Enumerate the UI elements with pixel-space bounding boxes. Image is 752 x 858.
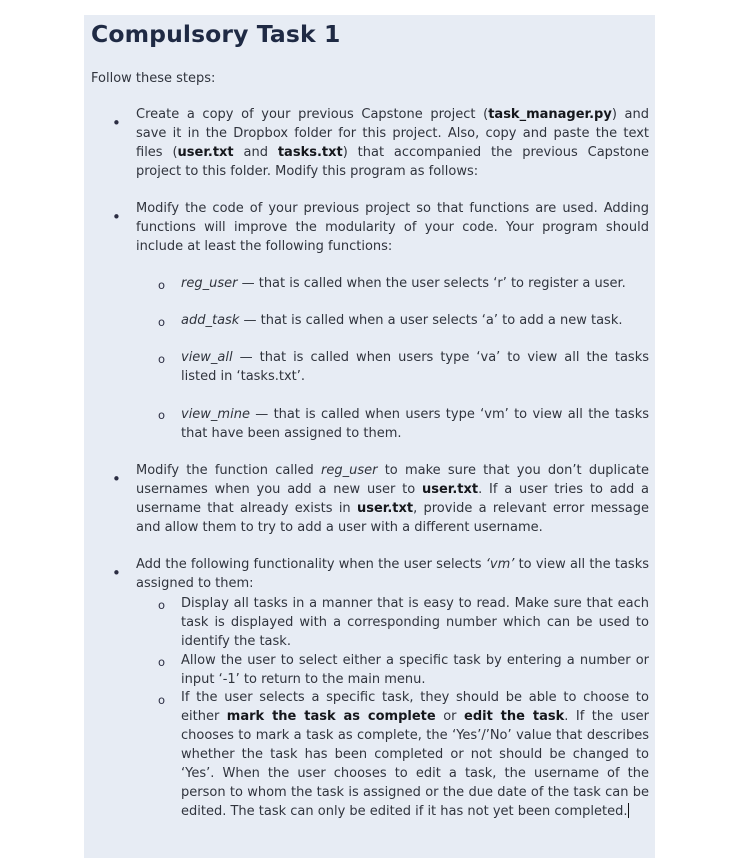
filename-task-manager: task_manager.py <box>488 107 612 122</box>
bullet-marker: • <box>112 208 121 226</box>
filename-user-txt: user.txt <box>177 145 234 160</box>
function-reg-user: reg_user — that is called when the user selects ‘r’ to register a user. <box>181 276 626 291</box>
function-view-all: view_all — that is called when users type ‘va’ to view all the tasks listed in ‘tasks.txt’. <box>181 350 649 384</box>
sub-bullet-marker: o <box>158 693 166 707</box>
subitem-mark-or-edit[interactable]: If the user selects a specific task, they should be able to choose to either mark the task as complete or edit the task. If the user chooses to mark a task as complete, the ‘Yes’/’No’ value that describes whether the task has been completed or not should be changed to ‘Yes’. When the user chooses to edit a task, the username of the person to whom the task is assigned or the due date of the task can be edited. The task can only be edited if it has not yet been completed. <box>181 690 649 819</box>
subitem-display-tasks: Display all tasks in a manner that is easy to read. Make sure that each task is displayed with a corresponding number which can be used to identify the task. <box>181 596 649 649</box>
sub-bullet-marker: o <box>158 598 166 612</box>
bullet-1-text: Create a copy of your previous Capstone project (task_manager.py) and save it in the Dropbox folder for this project. Also, copy and paste the text files (user.txt and tasks.txt) that accompanied the previous Capstone project to this folder. Modify this program as follows: <box>136 107 649 179</box>
bullet-2-text: Modify the code of your previous project so that functions are used. Adding functions will improve the modularity of your code. Your program should include at least the following functions: <box>136 201 649 254</box>
intro-text: Follow these steps: <box>91 71 216 86</box>
bullet-marker: • <box>112 114 121 132</box>
sub-bullet-marker: o <box>158 352 166 366</box>
bullet-marker: • <box>112 470 121 488</box>
subitem-select-task: Allow the user to select either a specific task by entering a number or input ‘-1’ to return to the main menu. <box>181 653 649 687</box>
function-view-mine: view_mine — that is called when users type ‘vm’ to view all the tasks that have been assigned to them. <box>181 407 649 441</box>
filename-tasks-txt: tasks.txt <box>277 145 343 160</box>
sub-bullet-marker: o <box>158 278 166 292</box>
filename-user-txt: user.txt <box>421 482 479 497</box>
sub-bullet-marker: o <box>158 655 166 669</box>
filename-user-txt: user.txt <box>356 501 414 516</box>
sub-bullet-marker: o <box>158 315 166 329</box>
bullet-4-text: Add the following functionality when the user selects ‘vm’ to view all the tasks assigned to them: <box>136 557 649 591</box>
page-title: Compulsory Task 1 <box>91 20 341 48</box>
text-cursor <box>628 803 629 818</box>
bullet-marker: • <box>112 564 121 582</box>
sub-bullet-marker: o <box>158 408 166 422</box>
function-add-task: add_task — that is called when a user selects ‘a’ to add a new task. <box>181 313 623 328</box>
bullet-3-text: Modify the function called reg_user to make sure that you don’t duplicate usernames when you add a new user to user.txt. If a user tries to add a username that already exists in user.txt, provide a relevant error message and allow them to try to add a user with a different username. <box>136 463 649 535</box>
